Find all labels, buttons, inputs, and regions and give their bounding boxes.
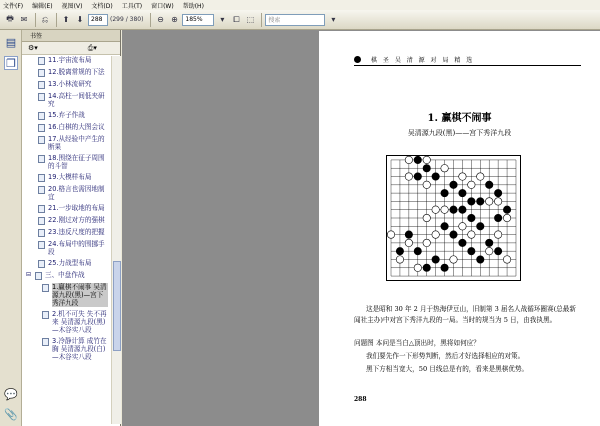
white-stone [396,256,403,263]
bookmark-label: 24.布局中的围挪手段 [48,240,105,256]
header-rule [354,65,581,66]
white-stone [468,181,475,188]
chapter-title: 1. 赢棋不闹事 [427,113,492,124]
email-icon[interactable]: ✉ [20,15,28,24]
bookmark-page-icon [38,81,45,89]
white-stone [432,231,439,238]
bookmark-page-icon [42,338,49,346]
bookmark-section[interactable] [22,271,111,280]
bookmark-page-icon [38,241,45,249]
zoom-field[interactable]: 185% [182,14,214,26]
search-input[interactable]: 搜索 [265,14,325,26]
navigation-strip [0,30,22,426]
white-stone [405,173,412,180]
bookmark-page-icon [38,186,45,194]
bookmark-label: 11.宇宙流布局 [48,56,92,64]
black-stone [494,247,501,254]
black-stone [485,239,492,246]
bookmarks-panel [22,30,121,426]
bookmark-label: 15.弃子作战 [48,111,85,119]
bookmark-page-icon [38,229,45,237]
panel-toolbar [22,42,120,55]
bookmark-item[interactable] [22,240,111,256]
bookmark-label: 3.冷静计算 成竹在胸 吴清源九段(白)—木谷实八段 [52,337,107,361]
comments-icon[interactable]: 💬 [4,388,18,401]
black-stone [459,206,466,213]
bookmark-page-icon [38,155,45,163]
black-stone [441,189,448,196]
bookmark-page-icon [38,93,45,101]
bookmark-page-icon [38,174,45,182]
white-stone [432,206,439,213]
menu-item[interactable]: 窗口(W) [151,2,174,10]
print-icon[interactable]: 🖶 [6,13,14,23]
white-stone [494,198,501,205]
bookmark-item[interactable] [22,204,111,213]
white-stone [405,239,412,246]
panel-header [22,30,120,42]
black-stone [405,231,412,238]
white-stone [441,206,448,213]
black-stone [414,247,421,254]
bookmarks-panel-icon[interactable]: ❐ [4,56,18,70]
menu-item[interactable]: 工具(T) [121,2,143,10]
bookmark-page-icon [38,260,45,268]
black-stone [396,247,403,254]
bookmark-page-icon [42,284,49,292]
bookmark-item[interactable] [22,173,111,182]
white-stone [423,181,430,188]
black-stone [468,247,475,254]
black-stone [414,173,421,180]
black-stone [477,223,484,230]
zoom-out-icon[interactable]: ⊖ [157,15,164,24]
black-stone [468,198,475,205]
white-stone [503,256,510,263]
black-stone [494,214,501,221]
bookmark-page-icon [38,217,45,225]
fit-page-icon[interactable]: ⧠ [233,14,240,24]
paragraph-intro: 这是昭和 30 年 2 月于热海伊豆山，旧制第 3 届名人战循环圈赛(总最新闻社主办)中对宫下秀洋九段的一局。当时的规当为 5 日，由我执黑。 [354,305,576,324]
bookmark-page-icon [38,124,45,132]
black-stone [432,173,439,180]
zoom-in-icon[interactable]: ⊕ [171,15,178,24]
black-stone [414,156,421,163]
bookmark-page-icon [38,57,45,65]
document-page [319,31,600,426]
bookmark-label: 16.白棋的大图会议 [48,123,105,131]
black-stone [423,264,430,271]
black-stone [450,231,457,238]
black-stone [423,164,430,171]
bookmark-label: 12.脱离常规的下法 [48,68,105,76]
white-stone [441,164,448,171]
white-stone [485,247,492,254]
white-stone [423,156,430,163]
bookmark-item[interactable] [22,80,111,89]
bookmark-page-icon [35,272,42,280]
search-dropdown-icon[interactable]: ▾ [331,15,336,24]
bookmark-label: 21.一步取地的布局 [48,204,105,212]
toolbar [0,10,600,30]
go-board-diagram [386,155,521,281]
bookmark-label: 三、中盘作战 [45,271,85,279]
bookmark-page-icon [38,69,45,77]
black-stone [450,181,457,188]
page-total-label: (299 / 380) [110,16,144,23]
white-stone [387,231,394,238]
bookmark-label: 19.大模样布局 [48,173,92,181]
attachments-icon[interactable]: 📎 [4,408,18,421]
paragraph-analysis: 我们要先作一下形势判断，然后才好选择相应的对策。 [366,352,525,360]
black-stone [459,189,466,196]
prev-page-icon[interactable]: ⬆ [62,15,70,24]
pages-panel-icon[interactable]: ▤ [5,36,17,49]
white-stone [503,214,510,221]
bookmark-item[interactable] [22,123,111,132]
bookmark-label: 1.赢棋不闹事 吴清源九段(黑)—宫下秀洋九段 [52,283,107,307]
black-stone [494,189,501,196]
back-icon[interactable]: ⎌ [41,14,49,24]
page-number: 288 [354,396,367,403]
black-stone [477,256,484,263]
black-stone [459,239,466,246]
white-stone [405,156,412,163]
bookmark-item[interactable] [22,310,111,334]
white-stone [459,223,466,230]
white-stone [468,231,475,238]
white-stone [450,256,457,263]
paragraph-evaluation: 黑下方相当宽大，50 目线总是有的，看来是黑棋优势。 [366,365,529,373]
bookmark-item[interactable] [22,216,111,225]
bookmark-item[interactable] [22,337,111,361]
header-bullet [354,56,361,63]
document-viewer [122,30,600,426]
bookmark-item[interactable] [22,56,111,65]
black-stone [450,206,457,213]
white-stone [423,214,430,221]
bookmark-label: 23.违反尺度的把握 [48,228,105,236]
menu-bar [0,0,600,10]
white-stone [485,198,492,205]
white-stone [494,231,501,238]
next-page-icon[interactable]: ⬇ [76,15,84,24]
scroll-thumb[interactable] [113,261,121,351]
panel-title: 书签 [30,33,43,40]
menu-item[interactable]: 文档(D) [91,2,113,10]
menu-item[interactable]: 编辑(E) [32,2,53,10]
white-stone [477,173,484,180]
bookmark-page-icon [38,136,45,144]
bookmark-label: 20.格言也需因地制宜 [48,185,105,201]
bookmark-item[interactable] [22,228,111,237]
black-stone [477,198,484,205]
page-number-input[interactable]: 288 [88,14,108,26]
running-header: 棋 圣 吴 清 源 对 局 精 选 [371,57,475,64]
bookmark-label: 2.机不可失 失不再来 吴清源九段(黑)—木谷实八段 [52,310,107,334]
bookmark-item[interactable] [22,185,111,201]
black-stone [485,181,492,188]
menu-item[interactable]: 帮助(H) [182,2,204,10]
zoom-dropdown-icon[interactable]: ▾ [220,15,225,24]
bookmark-label: 17.从经验中产生的断果 [48,135,105,151]
bookmark-label: 22.刚过对方的强棋 [48,216,105,224]
bookmark-page-icon [38,112,45,120]
black-stone [441,223,448,230]
bookmark-item[interactable] [22,111,111,120]
bookmark-item[interactable] [22,135,111,151]
bookmark-item[interactable] [22,259,111,268]
bookmark-item[interactable] [22,92,111,108]
bookmark-list [22,56,111,424]
menu-item[interactable]: 文件(F) [3,2,24,10]
bookmark-label: 13.小林流研究 [48,80,92,88]
bookmark-page-icon [38,205,45,213]
fit-width-icon[interactable]: ⬚ [246,15,255,24]
question-text: 问题图 本问是当白△顶出时，黑将如何应？ [354,339,480,347]
panel-scrollbar[interactable] [111,56,121,424]
black-stone [441,264,448,271]
white-stone [423,239,430,246]
black-stone [432,256,439,263]
white-stone [459,173,466,180]
bookmark-label: 18.围绕在征子周围的斗智 [48,154,105,170]
bookmark-item[interactable] [22,68,111,77]
chapter-subtitle: 吴清源九段(黑)——宫下秀洋九段 [407,129,512,137]
bookmark-page-icon [42,311,49,319]
black-stone [503,206,510,213]
bookmark-label: 14.高柱一间低夹研究 [48,92,105,108]
collapse-icon[interactable]: ⊟ [26,271,32,278]
new-bookmark-icon[interactable]: ⎙▾ [87,43,97,52]
menu-item[interactable]: 视图(V) [61,2,83,10]
black-stone [468,214,475,221]
bookmark-item[interactable] [22,283,111,307]
bookmark-item[interactable] [22,154,111,170]
bookmark-label: 25.力战型布局 [48,259,92,267]
white-stone [414,264,421,271]
options-icon[interactable]: ⚙▾ [28,44,38,52]
